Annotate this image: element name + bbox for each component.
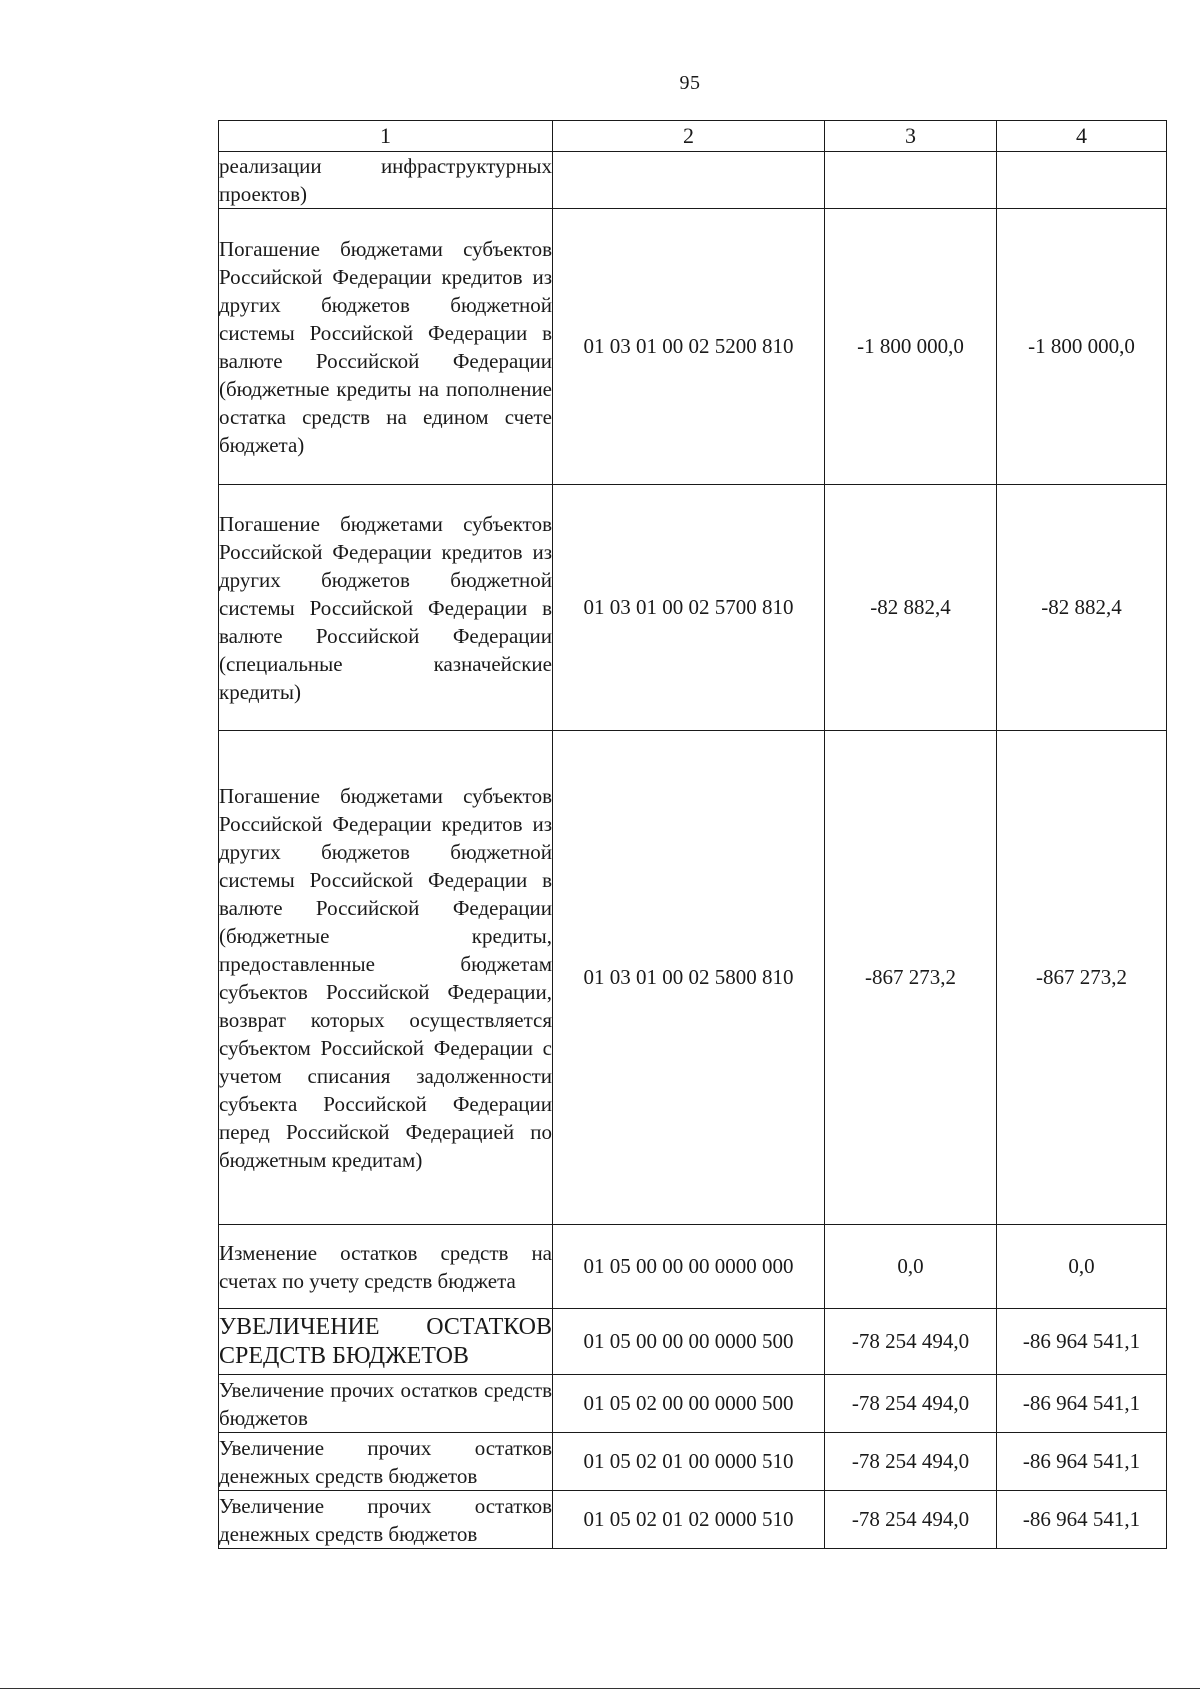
row-code xyxy=(553,152,825,209)
table-row xyxy=(219,1375,1167,1433)
row-description: Увеличение прочих остатков средств бюджетов xyxy=(219,1375,553,1433)
row-code: 01 05 00 00 00 0000 500 xyxy=(553,1309,825,1375)
row-value-3: -78 254 494,0 xyxy=(825,1375,997,1433)
row-description: Увеличение прочих остатков денежных средств бюджетов xyxy=(219,1491,553,1549)
row-value-4: -86 964 541,1 xyxy=(997,1375,1167,1433)
row-description: Погашение бюджетами субъектов Российской Федерации кредитов из других бюджетов бюджетной системы Российской Федерации в валюте Российской Федерации (бюджетные кредиты, предоставленные бюджетам субъектов Российской Федерации, возврат которых осуществляется субъектом Российской Федерации с учетом списания задолженности субъекта Российской Федерации перед Российской Федерацией по бюджетным кредитам) xyxy=(219,731,553,1225)
row-code: 01 03 01 00 02 5200 810 xyxy=(553,209,825,485)
row-value-4: -86 964 541,1 xyxy=(997,1433,1167,1491)
table-row xyxy=(219,731,1167,1225)
table-row xyxy=(219,485,1167,731)
row-code: 01 05 02 01 00 0000 510 xyxy=(553,1433,825,1491)
page-number: 95 xyxy=(679,72,701,94)
row-description: Увеличение прочих остатков денежных средств бюджетов xyxy=(219,1433,553,1491)
table-row xyxy=(219,152,1167,209)
table-row xyxy=(219,1225,1167,1309)
column-header-4: 4 xyxy=(997,121,1167,152)
table-header-row xyxy=(219,121,1167,152)
column-header-1: 1 xyxy=(219,121,553,152)
row-value-4: -1 800 000,0 xyxy=(997,209,1167,485)
row-code: 01 05 02 01 02 0000 510 xyxy=(553,1491,825,1549)
table-row xyxy=(219,1491,1167,1549)
row-code: 01 03 01 00 02 5700 810 xyxy=(553,485,825,731)
row-description: Изменение остатков средств на счетах по учету средств бюджета xyxy=(219,1225,553,1309)
row-description: УВЕЛИЧЕНИЕ ОСТАТКОВ СРЕДСТВ БЮДЖЕТОВ xyxy=(219,1309,553,1375)
row-code: 01 05 00 00 00 0000 000 xyxy=(553,1225,825,1309)
table-row xyxy=(219,209,1167,485)
row-value-3: -78 254 494,0 xyxy=(825,1491,997,1549)
row-value-4: 0,0 xyxy=(997,1225,1167,1309)
row-value-3: -78 254 494,0 xyxy=(825,1309,997,1375)
row-value-4: -86 964 541,1 xyxy=(997,1309,1167,1375)
column-header-2: 2 xyxy=(553,121,825,152)
row-value-4: -86 964 541,1 xyxy=(997,1491,1167,1549)
row-value-3: -867 273,2 xyxy=(825,731,997,1225)
row-value-3 xyxy=(825,152,997,209)
row-description: Погашение бюджетами субъектов Российской Федерации кредитов из других бюджетов бюджетной системы Российской Федерации в валюте Российской Федерации (бюджетные кредиты на пополнение остатка средств на едином счете бюджета) xyxy=(219,209,553,485)
row-value-4 xyxy=(997,152,1167,209)
table-row xyxy=(219,1309,1167,1375)
bottom-rule xyxy=(0,1688,1200,1689)
row-value-4: -867 273,2 xyxy=(997,731,1167,1225)
budget-table xyxy=(218,120,1167,1549)
row-value-3: -1 800 000,0 xyxy=(825,209,997,485)
row-description: реализации инфраструктурных проектов) xyxy=(219,152,553,209)
row-code: 01 05 02 00 00 0000 500 xyxy=(553,1375,825,1433)
row-value-3: 0,0 xyxy=(825,1225,997,1309)
row-description: Погашение бюджетами субъектов Российской Федерации кредитов из других бюджетов бюджетной системы Российской Федерации в валюте Российской Федерации (специальные казначейские кредиты) xyxy=(219,485,553,731)
row-code: 01 03 01 00 02 5800 810 xyxy=(553,731,825,1225)
table-row xyxy=(219,1433,1167,1491)
row-value-3: -78 254 494,0 xyxy=(825,1433,997,1491)
row-value-3: -82 882,4 xyxy=(825,485,997,731)
row-value-4: -82 882,4 xyxy=(997,485,1167,731)
column-header-3: 3 xyxy=(825,121,997,152)
